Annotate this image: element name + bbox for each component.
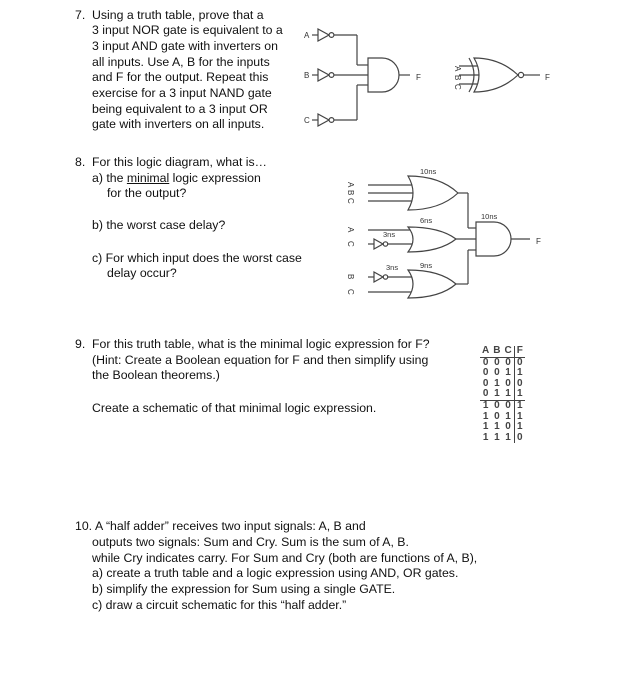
header-c: C (502, 346, 514, 357)
q10-line: a) create a truth table and a logic expression using AND, OR gates. (92, 566, 459, 580)
q8-delay-inv-bot: 3ns (386, 263, 399, 272)
cell: 1 (482, 421, 489, 433)
cell: 0 (494, 356, 500, 368)
q8-delay-bot: 9ns (420, 261, 433, 270)
q7-line: gate with inverters on all inputs. (92, 117, 265, 131)
cell: 1 (514, 400, 525, 411)
cell: 0 (491, 400, 502, 411)
cell: 0 (502, 400, 514, 411)
q10-line: outputs two signals: Sum and Cry. Sum is the sum of A, B. (92, 535, 409, 549)
q7-input-label: A (304, 31, 310, 40)
q8-part-a-line2: for the output? (107, 186, 187, 200)
q9-schematic-prompt: Create a schematic of that minimal logic expression. (92, 401, 377, 415)
q7-line: all inputs. Use A, B for the inputs (92, 55, 270, 69)
q10-line: b) simplify the expression for Sum using a single GATE. (92, 582, 396, 596)
q8-number: 8. (75, 155, 86, 169)
cell: 0 (482, 377, 489, 389)
q8-delay-mid: 6ns (420, 216, 433, 225)
q7-line: being equivalent to a 3 input OR (92, 102, 268, 116)
q8-delay-top: 10ns (420, 167, 437, 176)
cell: 1 (494, 377, 500, 389)
cell: 0 (494, 410, 500, 422)
cell: 0 (482, 367, 489, 379)
q8-top-input-label: A (346, 182, 355, 188)
cell: 1 (505, 431, 511, 443)
q7-line: Using a truth table, prove that a (92, 8, 264, 22)
q8-part-a-prefix: a) the (92, 171, 127, 185)
header-f: F (514, 346, 525, 357)
q8-part-a-suffix: logic expression (169, 171, 261, 185)
cell: 0 (505, 356, 511, 368)
q7-line: 3 input AND gate with inverters on (92, 39, 278, 53)
cell: 1 (505, 388, 511, 400)
q7-line: exercise for a 3 input NAND gate (92, 86, 272, 100)
q8-bot-input-label: C (346, 289, 355, 295)
cell: 1 (514, 422, 525, 433)
q8-part-a-underlined: minimal (126, 171, 170, 185)
q7-line: and F for the output. Repeat this (92, 70, 269, 84)
q10-number: 10. (75, 519, 93, 533)
q8-part-b: b) the worst case delay? (92, 218, 226, 232)
cell: 1 (514, 368, 525, 379)
q10-line: A “half adder” receives two input signals: A, B and (95, 519, 366, 533)
cell: 1 (480, 400, 491, 411)
cell: 1 (494, 388, 500, 400)
q9-line: For this truth table, what is the minimal logic expression for F? (92, 337, 430, 351)
header-a: A (482, 345, 490, 356)
table-row (480, 433, 525, 444)
q7-nor-input-label: A (453, 66, 462, 72)
q7-nor-output-label: F (545, 73, 550, 82)
q9-truth-table (480, 346, 525, 443)
table-row (480, 400, 525, 411)
cell: 1 (482, 431, 489, 443)
q8-part-c-line1: c) For which input does the worst case (92, 251, 302, 265)
cell: 1 (514, 412, 525, 423)
q7-input-label: B (304, 71, 310, 80)
cell: 0 (514, 357, 525, 368)
q8-bot-input-label: B (346, 274, 355, 280)
cell: 0 (494, 367, 500, 379)
cell: 0 (482, 356, 489, 368)
q7-input-label: C (304, 116, 310, 125)
cell: 1 (505, 367, 511, 379)
q8-mid-input-label: A (346, 227, 355, 233)
cell: 1 (482, 410, 489, 422)
cell: 0 (482, 388, 489, 400)
cell: 1 (494, 421, 500, 433)
q10-line: c) draw a circuit schematic for this “half adder.” (92, 598, 347, 612)
cell: 0 (505, 377, 511, 389)
q8-top-input-label: C (346, 198, 355, 204)
cell: 1 (505, 410, 511, 422)
q7-output-label: F (416, 73, 421, 82)
q8-delay-final: 10ns (481, 212, 498, 221)
q8-intro: For this logic diagram, what is… (92, 155, 267, 169)
q9-line: (Hint: Create a Boolean equation for F and then simplify using (92, 353, 429, 367)
q7-line: 3 input NOR gate is equivalent to a (92, 23, 283, 37)
q7-nor-input-label: C (453, 84, 462, 90)
q8-part-c-line2: delay occur? (107, 266, 177, 280)
q8-mid-input-label: C (346, 241, 355, 247)
q9-number: 9. (75, 337, 86, 351)
cell: 1 (494, 431, 500, 443)
cell: 0 (514, 379, 525, 390)
cell: 0 (514, 433, 525, 444)
q7-number: 7. (75, 8, 86, 22)
q9-line: the Boolean theorems.) (92, 368, 220, 382)
q8-top-input-label: B (346, 190, 355, 196)
cell: 1 (514, 389, 525, 400)
q7-nor-input-label: B (453, 75, 462, 81)
truth-table-header (480, 346, 525, 357)
q8-output-label: F (536, 237, 541, 246)
q8-delay-inv-mid: 3ns (383, 230, 396, 239)
header-b: B (493, 345, 501, 356)
cell: 0 (505, 421, 511, 433)
table-row (480, 389, 525, 400)
q10-line: while Cry indicates carry. For Sum and Cry (both are functions of A, B), (92, 551, 478, 565)
